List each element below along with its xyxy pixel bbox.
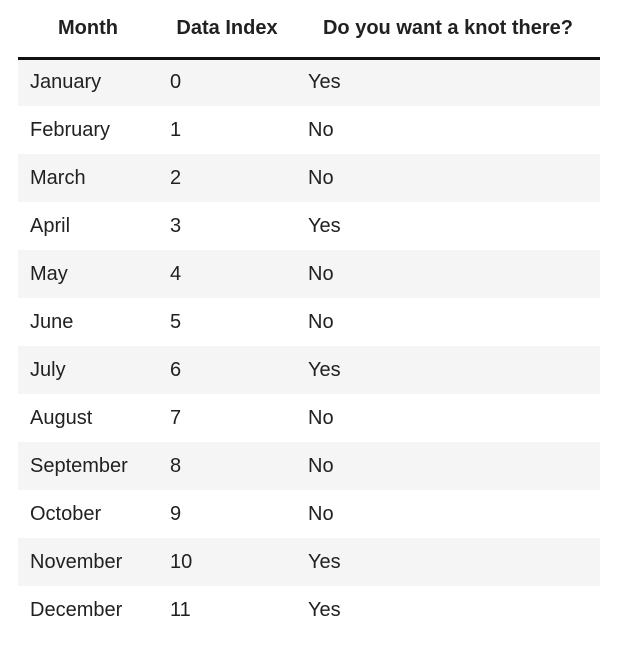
- table-row: [18, 394, 600, 442]
- knot-answer-cell: No: [308, 262, 334, 285]
- month-cell: January: [30, 71, 102, 94]
- table-header: [18, 0, 600, 58]
- column-header-data-index: Data Index: [158, 0, 296, 58]
- data-index-cell: 7: [170, 406, 182, 429]
- knot-answer-cell: No: [308, 310, 334, 333]
- knot-answer-cell: No: [308, 406, 334, 429]
- data-index-cell: 11: [170, 598, 191, 621]
- month-cell: March: [30, 166, 86, 189]
- month-cell: February: [30, 118, 111, 141]
- knot-answer-cell: Yes: [308, 598, 341, 621]
- table-row: [18, 538, 600, 586]
- month-cell: May: [30, 262, 68, 285]
- knot-answer-cell: Yes: [308, 550, 341, 573]
- table-row: [18, 250, 600, 298]
- month-cell: June: [30, 310, 74, 333]
- month-cell: October: [30, 502, 102, 525]
- table-row: [18, 58, 600, 106]
- table-row: [18, 442, 600, 490]
- knot-answer-cell: No: [308, 454, 334, 477]
- month-cell: July: [30, 358, 66, 381]
- data-index-cell: 2: [170, 166, 182, 189]
- data-index-cell: 1: [170, 118, 182, 141]
- data-index-cell: 9: [170, 502, 182, 525]
- table-body: [18, 58, 600, 634]
- data-index-cell: 10: [170, 550, 193, 573]
- data-index-cell: 3: [170, 214, 182, 237]
- knot-answer-cell: Yes: [308, 71, 341, 94]
- data-index-cell: 4: [170, 262, 182, 285]
- table-row: [18, 586, 600, 634]
- table-row: [18, 490, 600, 538]
- table-row: [18, 154, 600, 202]
- table-row: [18, 106, 600, 154]
- table-row: [18, 202, 600, 250]
- table-row: [18, 298, 600, 346]
- knot-answer-cell: Yes: [308, 358, 341, 381]
- data-index-cell: 5: [170, 310, 182, 333]
- column-header-knot-question: Do you want a knot there?: [296, 0, 600, 58]
- table-row: [18, 346, 600, 394]
- month-cell: September: [30, 454, 128, 477]
- month-cell: December: [30, 598, 123, 621]
- knot-answer-cell: No: [308, 118, 334, 141]
- column-header-month: Month: [18, 0, 158, 58]
- knot-answer-cell: No: [308, 502, 334, 525]
- data-index-cell: 6: [170, 358, 182, 381]
- knot-selection-table: [18, 0, 600, 634]
- knot-answer-cell: No: [308, 166, 334, 189]
- data-index-cell: 8: [170, 454, 182, 477]
- month-cell: August: [30, 406, 93, 429]
- month-cell: November: [30, 550, 123, 573]
- month-cell: April: [30, 214, 71, 237]
- knot-answer-cell: Yes: [308, 214, 341, 237]
- data-index-cell: 0: [170, 71, 182, 94]
- header-row: [18, 0, 600, 58]
